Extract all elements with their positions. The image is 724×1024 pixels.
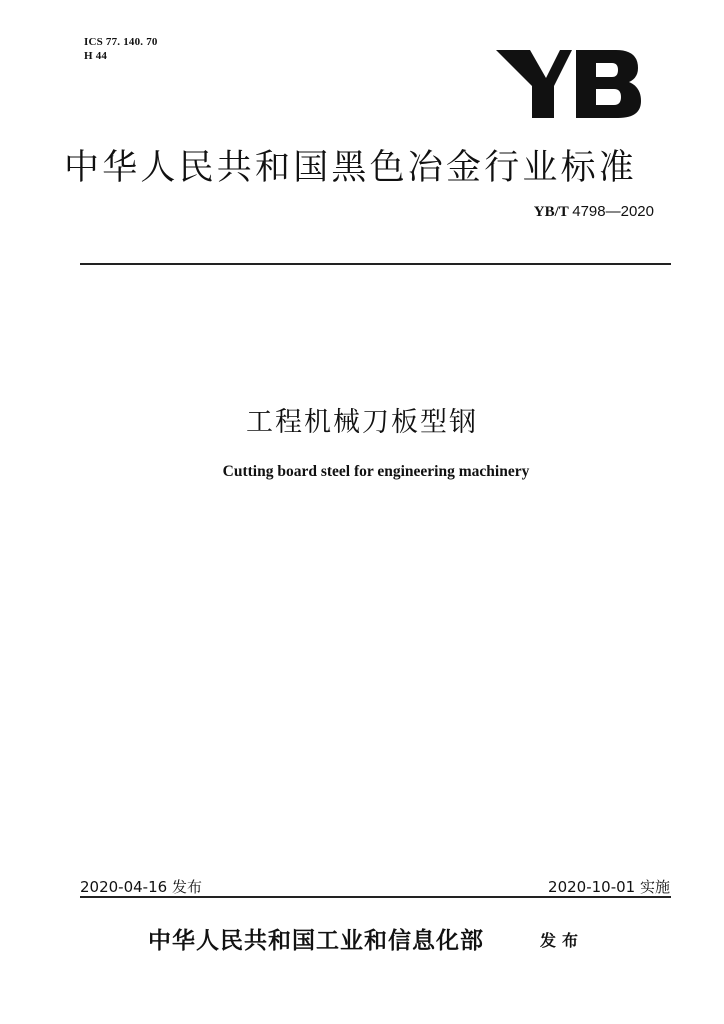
classification-block: [84, 35, 158, 63]
issue-date: 2020-04-16 发布: [80, 878, 202, 896]
ics-code: ICS 77. 140. 70: [84, 36, 158, 48]
document-title-en: Cutting board steel for engineering machinery: [222, 463, 530, 480]
implementation-date: 2020-10-01 实施: [548, 878, 670, 896]
standard-number: [534, 203, 654, 221]
yb-logo: [488, 32, 648, 122]
top-divider: [80, 263, 671, 265]
org-title: 中华人民共和国黑色冶金行业标准: [64, 148, 638, 188]
document-title-cn: 工程机械刀板型钢: [246, 407, 478, 438]
publish-label: 发布: [540, 931, 585, 950]
issuing-authority: 中华人民共和国工业和信息化部: [148, 927, 484, 954]
standard-prefix: YB/T: [533, 204, 569, 220]
standard-number-value: 4798—2020: [572, 203, 654, 220]
ccs-code: H 44: [84, 50, 108, 62]
bottom-divider: [80, 896, 671, 898]
